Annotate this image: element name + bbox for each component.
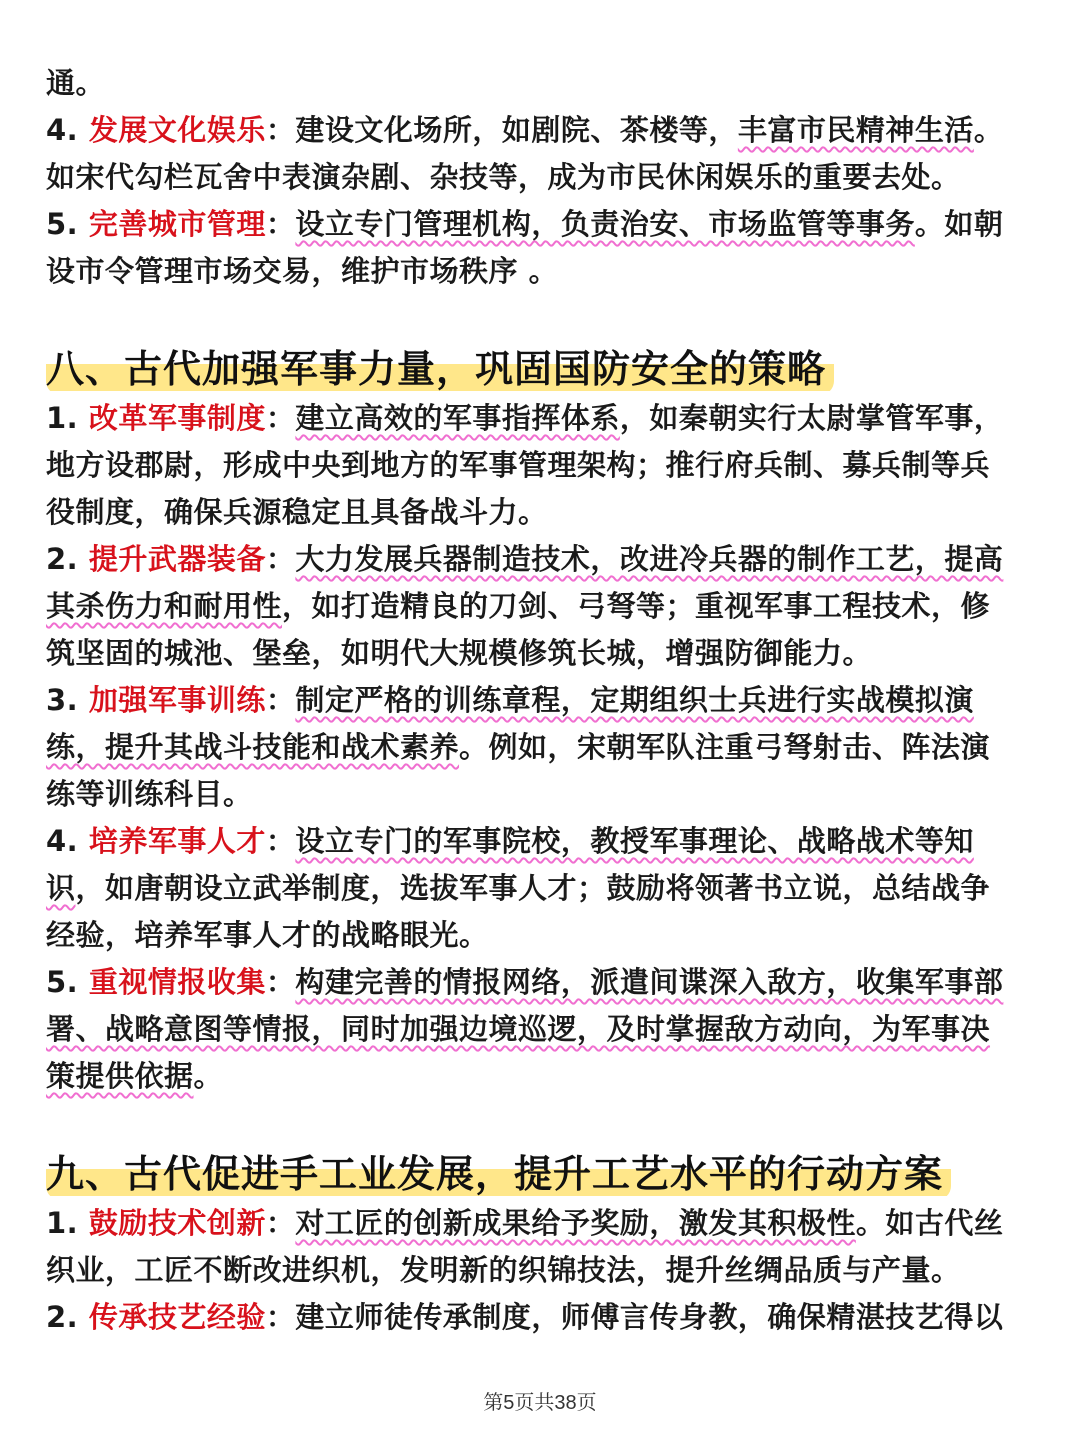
underlined-text: 构建完善的情报网络，派遣间谍深入敌方，收集军事部 xyxy=(295,965,1004,999)
text-line xyxy=(46,489,1036,536)
text-line xyxy=(46,60,1036,107)
list-item xyxy=(46,395,1036,442)
text-line xyxy=(46,724,1036,771)
text: ： xyxy=(265,1206,296,1240)
text-line xyxy=(46,771,1036,818)
item-keyword: 培养军事人才 xyxy=(88,824,266,858)
item-number: 5. xyxy=(46,207,79,241)
list-item xyxy=(46,1200,1036,1247)
list-item xyxy=(46,201,1036,248)
text: 筑坚固的城池、堡垒，如明代大规模修筑长城，增强防御能力。 xyxy=(46,636,873,670)
text: ： xyxy=(265,542,296,576)
list-item xyxy=(46,1294,1036,1341)
text: ： xyxy=(265,824,296,858)
item-number: 4. xyxy=(46,113,79,147)
underlined-text: 署、战略意图等情报，同时加强边境巡逻，及时掌握敌方动向，为军事决 xyxy=(46,1012,991,1046)
text: 通。 xyxy=(46,66,106,100)
underlined-text: 其杀伤力和耐用性 xyxy=(46,589,283,623)
text: ： xyxy=(265,965,296,999)
text-line xyxy=(46,1006,1036,1053)
item-keyword: 传承技艺经验 xyxy=(88,1300,266,1334)
text: ： xyxy=(265,683,296,717)
item-keyword: 改革军事制度 xyxy=(88,401,266,435)
text: 织业，工匠不断改进织机，发明新的织锦技法，提升丝绸品质与产量。 xyxy=(46,1253,961,1287)
underlined-text: 丰富市民精神生活 xyxy=(737,113,974,147)
document-body xyxy=(46,60,1036,1341)
text: ，如打造精良的刀剑、弓弩等；重视军事工程技术，修 xyxy=(282,589,991,623)
underlined-text: 设立专门管理机构，负责治安、市场监管等事务 xyxy=(295,207,915,241)
item-number: 5. xyxy=(46,965,79,999)
text: 。如古代丝 xyxy=(855,1206,1004,1240)
text: 。 xyxy=(193,1059,224,1093)
text: 。 xyxy=(973,113,1004,147)
text: ： xyxy=(265,401,296,435)
text: ，如唐朝设立武举制度，选拔军事人才；鼓励将领著书立说，总结战争 xyxy=(75,871,991,905)
item-keyword: 鼓励技术创新 xyxy=(88,1206,266,1240)
text: 建立师徒传承制度，师傅言传身教，确保精湛技艺得以 xyxy=(295,1300,1004,1334)
text: 地方设郡尉，形成中央到地方的军事管理架构；推行府兵制、募兵制等兵 xyxy=(46,448,991,482)
item-keyword: 发展文化娱乐 xyxy=(88,113,266,147)
list-item xyxy=(46,677,1036,724)
list-item xyxy=(46,536,1036,583)
item-keyword: 重视情报收集 xyxy=(88,965,266,999)
page-number: 第5页共38页 xyxy=(483,1392,597,1414)
item-number: 3. xyxy=(46,683,79,717)
list-item xyxy=(46,959,1036,1006)
section-heading: 九、古代促进手工业发展，提升工艺水平的行动方案 xyxy=(46,1148,951,1200)
underlined-text: 识 xyxy=(46,871,76,905)
underlined-text: 建立高效的军事指挥体系 xyxy=(295,401,620,435)
text-line xyxy=(46,154,1036,201)
text: ： xyxy=(265,1300,296,1334)
text: 。如朝 xyxy=(914,207,1004,241)
underlined-text: 策提供依据 xyxy=(46,1059,194,1093)
text: 役制度，确保兵源稳定且具备战斗力。 xyxy=(46,495,548,529)
text: 如宋代勾栏瓦舍中表演杂剧、杂技等，成为市民休闲娱乐的重要去处。 xyxy=(46,160,961,194)
text: ，如秦朝实行太尉掌管军事， xyxy=(619,401,1004,435)
text-line xyxy=(46,442,1036,489)
text: 。例如，宋朝军队注重弓弩射击、阵法演 xyxy=(459,730,991,764)
text-line xyxy=(46,912,1036,959)
item-keyword: 提升武器装备 xyxy=(88,542,266,576)
item-number: 1. xyxy=(46,401,79,435)
text-line xyxy=(46,630,1036,677)
section-heading: 八、古代加强军事力量，巩固国防安全的策略 xyxy=(46,343,834,395)
item-number: 1. xyxy=(46,1206,79,1240)
item-keyword: 加强军事训练 xyxy=(88,683,266,717)
list-item xyxy=(46,107,1036,154)
text-line xyxy=(46,1053,1036,1100)
item-number: 4. xyxy=(46,824,79,858)
text-line xyxy=(46,248,1036,295)
text: 设市令管理市场交易，维护市场秩序 。 xyxy=(46,254,559,288)
list-item xyxy=(46,818,1036,865)
item-number: 2. xyxy=(46,1300,79,1334)
underlined-text: 大力发展兵器制造技术，改进冷兵器的制作工艺，提高 xyxy=(295,542,1004,576)
text: 建设文化场所，如剧院、茶楼等， xyxy=(295,113,738,147)
underlined-text: 制定严格的训练章程，定期组织士兵进行实战模拟演 xyxy=(295,683,974,717)
text: ： xyxy=(265,113,296,147)
text-line xyxy=(46,583,1036,630)
text: ： xyxy=(265,207,296,241)
item-number: 2. xyxy=(46,542,79,576)
underlined-text: 对工匠的创新成果给予奖励，激发其积极性 xyxy=(295,1206,856,1240)
item-keyword: 完善城市管理 xyxy=(88,207,266,241)
text: 经验，培养军事人才的战略眼光。 xyxy=(46,918,489,952)
underlined-text: 设立专门的军事院校，教授军事理论、战略战术等知 xyxy=(295,824,974,858)
underlined-text: 练，提升其战斗技能和战术素养 xyxy=(46,730,460,764)
text: 练等训练科目。 xyxy=(46,777,253,811)
text-line xyxy=(46,1247,1036,1294)
text-line xyxy=(46,865,1036,912)
